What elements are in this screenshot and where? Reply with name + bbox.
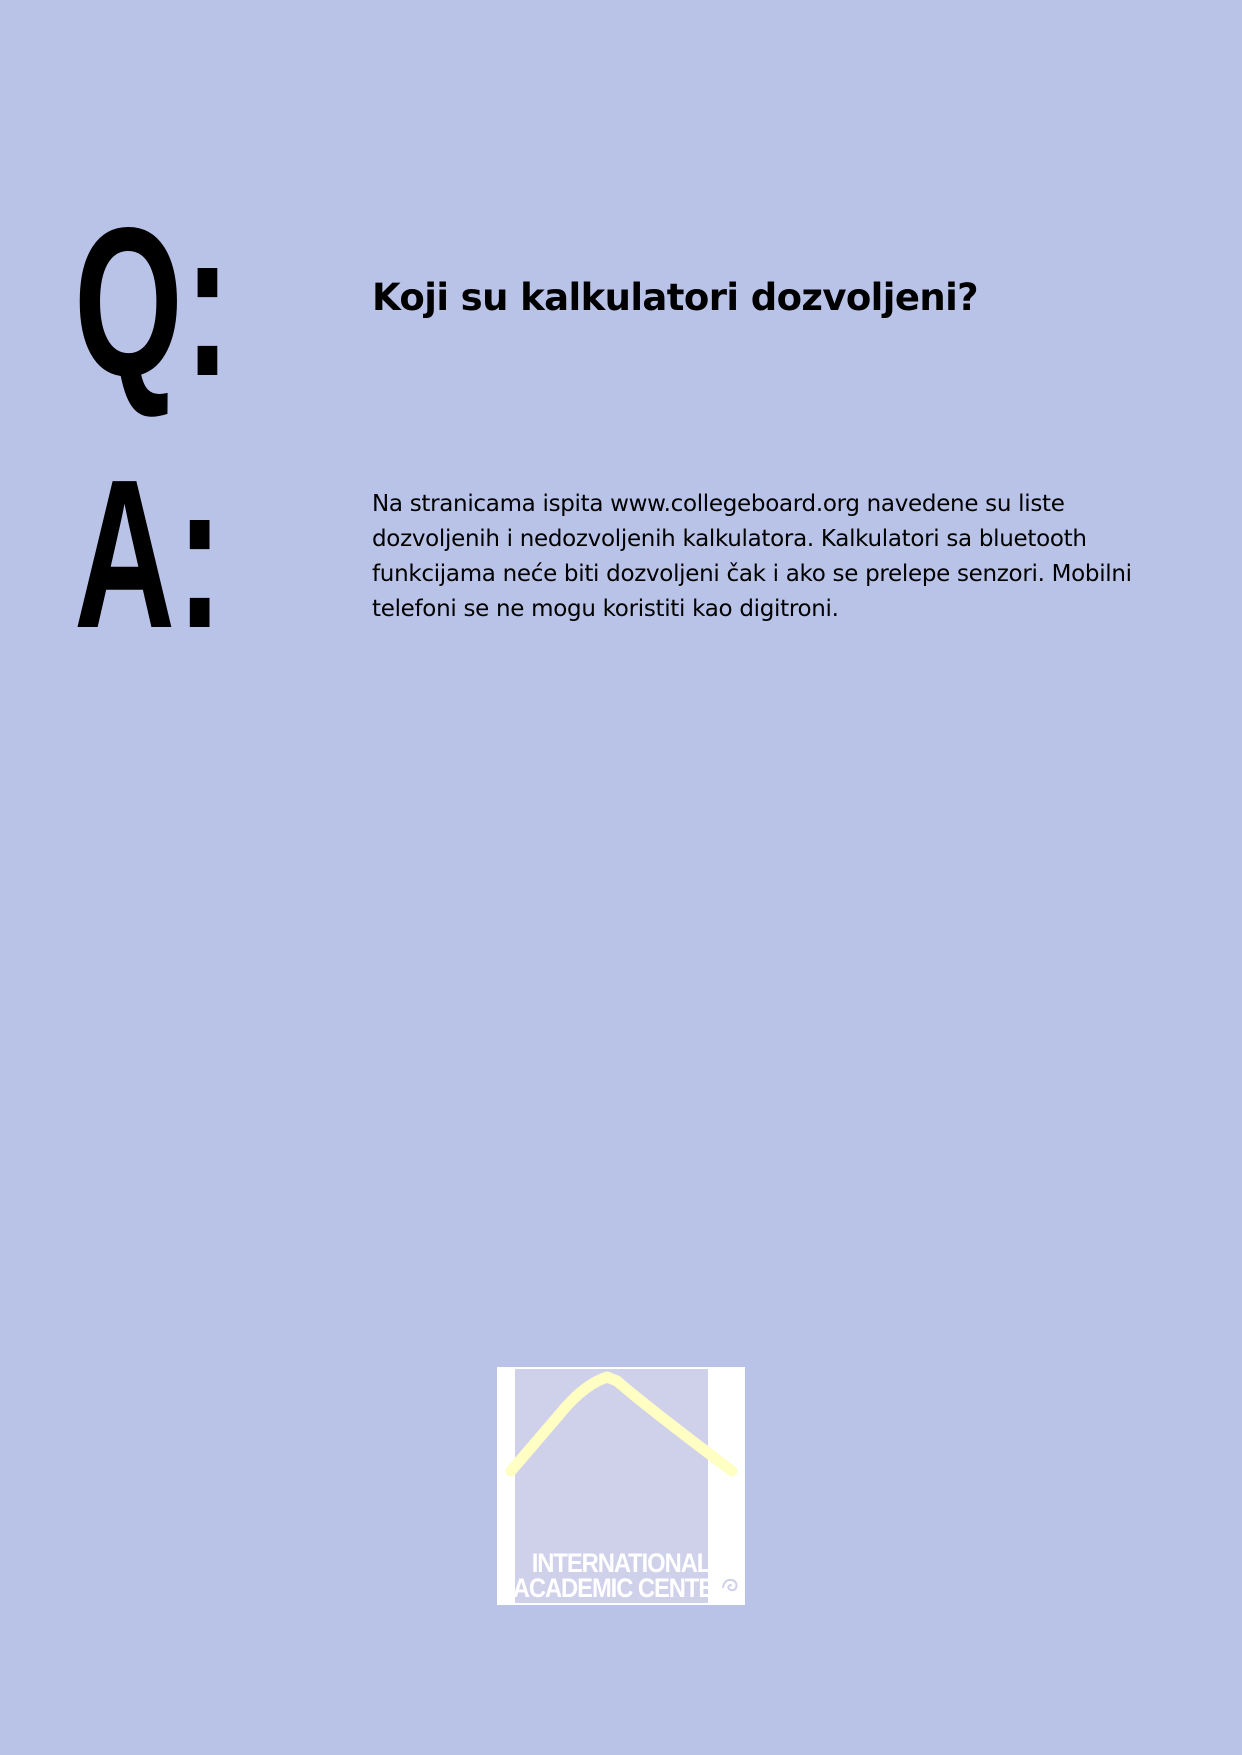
logo-line-2: ACADEMIC CENTER — [512, 1573, 730, 1603]
question-text: Koji su kalkulatori dozvoljeni? — [372, 276, 979, 319]
logo-line-1: INTERNATIONAL — [531, 1548, 711, 1578]
answer-text: Na stranicama ispita www.collegeboard.org navedene su liste dozvoljenih i nedozvoljenih kalkulatora. Kalkulatori sa bluetooth funkcijama neće biti dozvoljeni čak i ako se prelepe senzori. Mobilni telefoni se ne mogu koristiti kao digitroni. — [372, 491, 1132, 622]
academic-center-logo — [497, 1367, 745, 1605]
swirl-icon — [721, 1577, 741, 1597]
question-marker: Q: — [74, 183, 233, 420]
answer-marker: A: — [74, 435, 225, 672]
